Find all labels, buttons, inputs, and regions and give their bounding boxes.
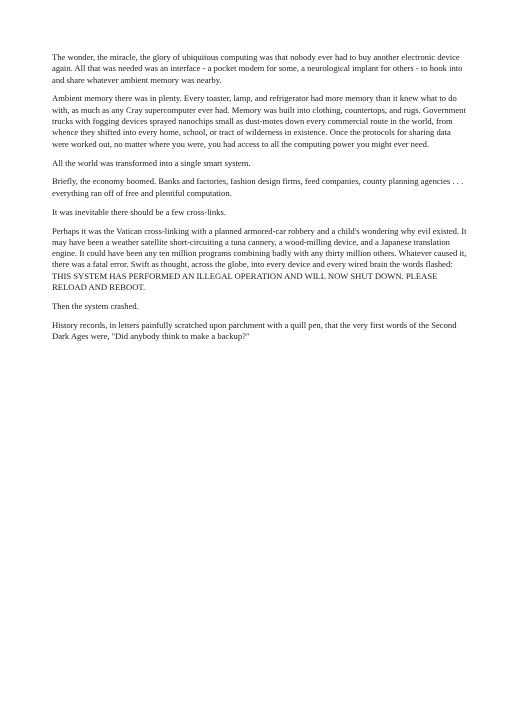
paragraph: History records, in letters painfully scratched upon parchment with a quill pen, that the very first words of the Second Dark Ages were, "Did anybody think to make a backup?" — [52, 319, 457, 342]
paragraph: All the world was transformed into a single smart system. — [52, 157, 251, 168]
document-page — [52, 52, 468, 350]
paragraph: The wonder, the miracle, the glory of ubiquitous computing was that nobody ever had to buy another electronic device again. All that was needed was an interface - a pocket modem for some, a neurological implant for others - to hook into and share whatever ambient memory was nearby. — [52, 52, 463, 85]
paragraph: Ambient memory there was in plenty. Every toaster, lamp, and refrigerator had more memory than it knew what to do with, as much as any Cray supercomputer ever had. Memory was built into clothing, countertops, and rugs. Government trucks with fogging devices sprayed nanochips small as dust-motes down every commercial route in the world, from whence they shifted into every home, school, or tract of wilderness in existence. Once the protocols for sharing data were worked out, no matter where you were, you had access to all the computing power you might ever need. — [52, 93, 466, 149]
paragraph: Briefly, the economy boomed. Banks and factories, fashion design firms, feed companies, county planning agencies . . . everything ran off of free and plentiful computation. — [52, 176, 464, 198]
paragraph: It was inevitable there should be a few cross-links. — [52, 206, 226, 217]
paragraph: Then the system crashed. — [52, 300, 139, 311]
paragraph: Perhaps it was the Vatican cross-linking with a planned armored-car robbery and a child's wondering why evil existed. It may have been a weather satellite short-circuiting a tuna cannery, a wood-milling device, and a Japanese translation engine. It could have been any ten million programs combining badly with any thirty million others. Whatever caused it, there was a fatal error. Swift as thought, across the globe, into every device and every wired brain the words flashed: THIS SYSTEM HAS PERFORMED AN ILLEGAL OPERATION AND WILL NOW SHUT DOWN. PLEASE RELOAD AND REBOOT. — [52, 225, 467, 293]
